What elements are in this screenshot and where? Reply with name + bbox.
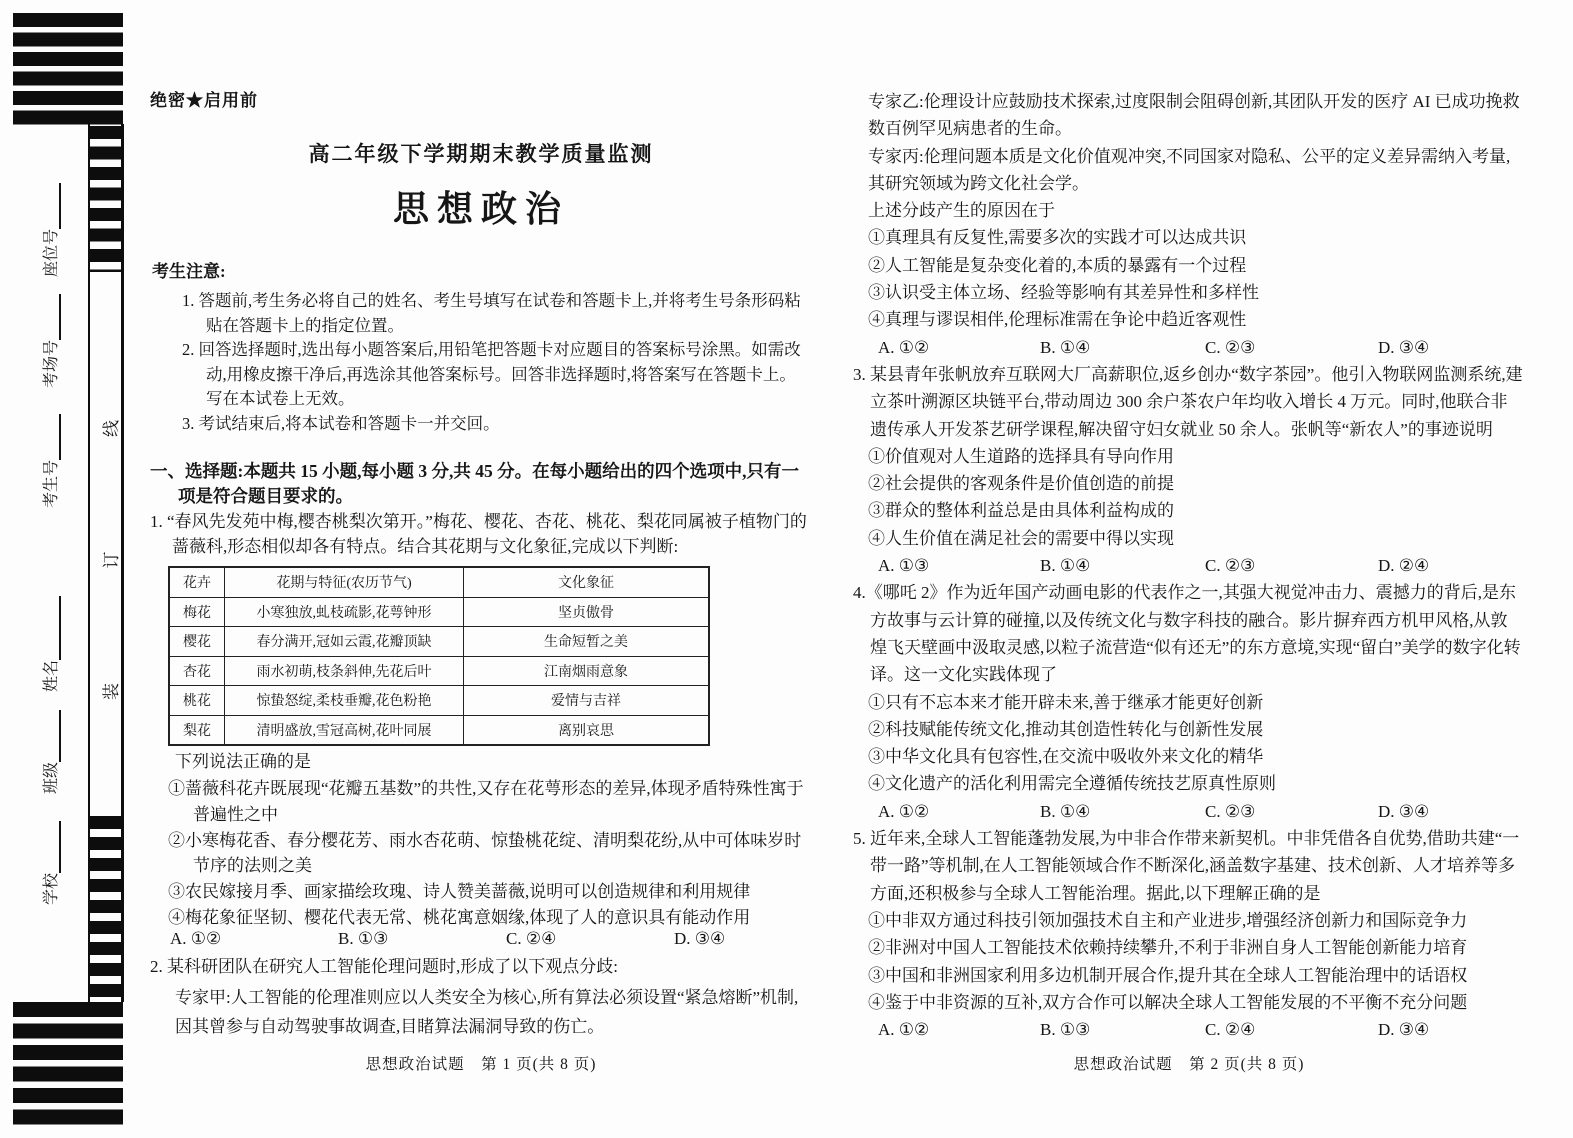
statement-item: ①价值观对人生道路的选择具有导向作用 <box>868 446 1174 466</box>
table-header-cell: 花期与特征(农历节气) <box>225 567 464 597</box>
flower-table <box>168 566 710 746</box>
candidate-number-label <box>39 408 61 508</box>
class-label <box>39 694 61 794</box>
expert-a-paragraph: 专家甲:人工智能的伦理准则应以人类安全为核心,所有算法必须设置“紧急熔断”机制,因其曾参与自动驾驶事故调查,目睹算法漏洞导致的伤亡。 <box>175 988 799 1036</box>
statement-item: ③中华文化具有包容性,在交流中吸收外来文化的精华 <box>868 747 1264 767</box>
table-header-cell: 文化象征 <box>464 567 710 597</box>
statement-item: ①只有不忘本来才能开辟未来,善于继承才能更好创新 <box>868 692 1264 712</box>
question-2-prompt: 上述分歧产生的原因在于 <box>868 201 1055 221</box>
page-2-body <box>855 88 1523 1043</box>
question-1-options <box>150 929 812 956</box>
binding-stripes-bottom <box>90 816 121 998</box>
seat-number-label <box>39 177 61 277</box>
table-cell: 坚贞傲骨 <box>464 597 710 627</box>
binding-char-xian: 线 <box>102 420 121 437</box>
question-1-prompt: 下列说法正确的是 <box>175 752 311 771</box>
expert-c-paragraph: 专家丙:伦理问题本质是文化价值观冲突,不同国家对隐私、公平的定义差异需纳入考量,其研究领域为跨文化社会学。 <box>868 146 1511 193</box>
binding-line-label <box>97 420 119 700</box>
table-cell: 春分满开,冠如云霞,花瓣顶缺 <box>225 627 464 657</box>
question-2 <box>150 953 810 1041</box>
question-3-stem: 3. 某县青年张帆放弃互联网大厂高薪职位,返乡创办“数字茶园”。他引入物联网监测系统,建立茶叶溯源区块链平台,带动周边 300 余户茶农户年均收入增长 4 万元。同时,他联合非遗传承人开发茶艺研学课程,解决留守妇女就业 50 余人。张帆等“新农人”的事迹说明 <box>853 364 1523 439</box>
question-5-options <box>855 1016 1523 1043</box>
option-a: A. ①③ <box>878 556 930 576</box>
statement-item: ③群众的整体利益总是由具体利益构成的 <box>868 501 1174 521</box>
option-a: A. ①② <box>170 929 222 948</box>
table-cell: 惊蛰怒绽,柔枝垂瓣,花色粉艳 <box>225 686 464 716</box>
seat-number-blank <box>45 183 61 229</box>
expert-b-paragraph: 专家乙:伦理设计应鼓励技术探索,过度限制会阻碍创新,其团队开发的医疗 AI 已成功挽救数百例罕见病患者的生命。 <box>868 92 1520 139</box>
option-d: D. ②④ <box>1378 556 1430 576</box>
table-cell: 生命短暂之美 <box>464 627 710 657</box>
option-b: B. ①④ <box>1040 801 1091 821</box>
table-row <box>169 686 709 716</box>
notice-item: 3. 考试结束后,将本试卷和答题卡一并交回。 <box>182 413 500 433</box>
candidate-number-blank <box>45 414 61 460</box>
table-cell: 杏花 <box>169 656 225 686</box>
page-1-footer: 思想政治试题 第 1 页(共 8 页) <box>365 1056 597 1073</box>
exam-room-blank <box>45 294 61 340</box>
statement-item: ②社会提供的客观条件是价值创造的前提 <box>868 474 1174 494</box>
table-row <box>169 656 709 686</box>
statement-item: ①中非双方通过科技引领加强技术自主和产业进步,增强经济创新力和国际竞争力 <box>868 910 1468 930</box>
table-cell: 梨花 <box>169 715 225 745</box>
notice-heading: 考生注意: <box>152 262 226 281</box>
notice-item: 1. 答题前,考生务必将自己的姓名、考生号填写在试卷和答题卡上,并将考生号条形码粘贴在答题卡上的指定位置。 <box>182 291 801 335</box>
table-row <box>169 627 709 657</box>
table-cell: 小寒独放,虬枝疏影,花萼钟形 <box>225 597 464 627</box>
statement-item: ③认识受主体立场、经验等影响有其差异性和多样性 <box>868 283 1259 303</box>
page-1 <box>150 0 812 1138</box>
classified-banner: 绝密★启用前 <box>150 91 258 110</box>
option-a: A. ①② <box>878 1020 930 1040</box>
exam-room-text: 考场号 <box>43 339 60 388</box>
question-2-stem: 2. 某科研团队在研究人工智能伦理问题时,形成了以下观点分歧: <box>150 957 618 976</box>
seat-number-text: 座位号 <box>43 228 60 277</box>
question-3-options <box>855 552 1523 579</box>
statement-item: ③农民嫁接月季、画家描绘玫瑰、诗人赞美蔷薇,说明可以创造规律和利用规律 <box>168 882 751 902</box>
registration-bars-bottom <box>13 1002 123 1131</box>
binding-char-ding: 订 <box>102 551 121 569</box>
school-text: 学校 <box>43 872 60 905</box>
name-text: 姓名 <box>43 659 60 692</box>
option-b: B. ①④ <box>1040 556 1091 576</box>
notice-list <box>182 289 812 437</box>
question-2-options <box>855 334 1523 361</box>
class-blank <box>45 710 61 762</box>
table-cell: 桃花 <box>169 686 225 716</box>
statement-item: ③中国和非洲国家利用多边机制开展合作,提升其在全球人工智能治理中的话语权 <box>868 965 1468 985</box>
statement-item: ④真理与谬误相伴,伦理标准需在争论中趋近客观性 <box>868 310 1247 330</box>
option-c: C. ②③ <box>1205 337 1256 357</box>
school-label <box>39 805 61 905</box>
exam-room-label <box>39 288 61 388</box>
page-2 <box>855 0 1523 1138</box>
option-b: B. ①④ <box>1040 337 1091 357</box>
statement-item: ④人生价值在满足社会的需要中得以实现 <box>868 528 1174 548</box>
page-2-footer: 思想政治试题 第 2 页(共 8 页) <box>1073 1056 1305 1073</box>
table-cell: 离别哀思 <box>464 715 710 745</box>
question-4-options <box>855 798 1523 825</box>
option-d: D. ③④ <box>1378 337 1430 357</box>
table-cell: 雨水初萌,枝条斜伸,先花后叶 <box>225 656 464 686</box>
binding-stripes-top <box>90 126 121 272</box>
option-a: A. ①② <box>878 801 930 821</box>
table-cell: 樱花 <box>169 627 225 657</box>
table-row <box>169 715 709 745</box>
question-1-stem: 1. “春风先发苑中梅,樱杏桃梨次第开。”梅花、樱花、杏花、桃花、梨花同属被子植物门的蔷薇科,形态相似却各有特点。结合其花期与文化象征,完成以下判断: <box>150 512 807 557</box>
table-header-cell: 花卉 <box>169 567 225 597</box>
subject-title: 思想政治 <box>392 189 569 229</box>
notice-item: 2. 回答选择题时,选出每小题答案后,用铅笔把答题卡对应题目的答案标号涂黑。如需改动,用橡皮擦干净后,再选涂其他答案标号。回答非选择题时,将答案写在答题卡上。写在本试卷上无效。 <box>182 340 801 409</box>
table-cell: 爱情与吉祥 <box>464 686 710 716</box>
candidate-number-text: 考生号 <box>43 459 60 508</box>
section-heading: 一、选择题:本题共 15 小题,每小题 3 分,共 45 分。在每小题给出的四个选项中,只有一项是符合题目要求的。 <box>150 461 799 507</box>
option-d: D. ③④ <box>1378 1020 1430 1040</box>
statement-item: ②小寒梅花香、春分樱花芳、雨水杏花萌、惊蛰桃花绽、清明梨花纷,从中可体味岁时节序的法则之美 <box>168 830 802 876</box>
table-cell: 梅花 <box>169 597 225 627</box>
statement-item: ④梅花象征坚韧、樱花代表无常、桃花寓意姻缘,体现了人的意识具有能动作用 <box>168 907 751 927</box>
question-4-stem: 4.《哪吒 2》作为近年国产动画电影的代表作之一,其强大视觉冲击力、震撼力的背后,是东方故事与云计算的碰撞,以及传统文化与数字科技的融合。影片摒弃西方机甲风格,从敦煌飞天壁画中汲取灵感,以粒子流营造“似有还无”的东方意境,实现“留白”美学的数字化转译。这一文化实践体现了 <box>853 583 1521 685</box>
table-cell: 清明盛放,雪冠高树,花叶同展 <box>225 715 464 745</box>
option-d: D. ③④ <box>674 929 726 948</box>
question-1-items <box>168 776 812 931</box>
option-b: B. ①③ <box>338 929 389 948</box>
question-5-stem: 5. 近年来,全球人工智能蓬勃发展,为中非合作带来新契机。中非凭借各自优势,借助共建“一带一路”等机制,在人工智能领域合作不断深化,涵盖数字基建、技术创新、人才培养等多方面,还积极参与全球人工智能治理。据此,以下理解正确的是 <box>853 829 1520 903</box>
option-c: C. ②④ <box>506 929 557 948</box>
statement-item: ④文化遗产的活化利用需完全遵循传统技艺原真性原则 <box>868 774 1276 794</box>
table-row <box>169 597 709 627</box>
class-text: 班级 <box>43 761 60 794</box>
statement-item: ②人工智能是复杂变化着的,本质的暴露有一个过程 <box>868 255 1247 275</box>
binding-char-zhuang: 装 <box>102 683 121 700</box>
school-blank <box>45 821 61 873</box>
table-header-row <box>169 567 709 597</box>
option-c: C. ②④ <box>1205 1020 1256 1040</box>
statement-item: ②非洲对中国人工智能技术依赖持续攀升,不利于非洲自身人工智能创新能力培育 <box>868 938 1468 958</box>
option-d: D. ③④ <box>1378 801 1430 821</box>
statement-item: ①蔷薇科花卉既展现“花瓣五基数”的共性,又存在花萼形态的差异,体现矛盾特殊性寓于普遍性之中 <box>168 779 804 824</box>
option-a: A. ①② <box>878 337 930 357</box>
option-c: C. ②③ <box>1205 801 1256 821</box>
table-cell: 江南烟雨意象 <box>464 656 710 686</box>
statement-item: ②科技赋能传统文化,推动其创造性转化与创新性发展 <box>868 719 1264 739</box>
name-blank <box>45 596 61 660</box>
statement-item: ①真理具有反复性,需要多次的实践才可以达成共识 <box>868 228 1247 248</box>
exam-title: 高二年级下学期期末教学质量监测 <box>308 142 654 166</box>
statement-item: ④鉴于中非资源的互补,双方合作可以解决全球人工智能发展的不平衡不充分问题 <box>868 992 1468 1012</box>
registration-bars-top <box>13 13 123 125</box>
option-c: C. ②③ <box>1205 556 1256 576</box>
name-label <box>39 582 61 692</box>
option-b: B. ①③ <box>1040 1020 1091 1040</box>
